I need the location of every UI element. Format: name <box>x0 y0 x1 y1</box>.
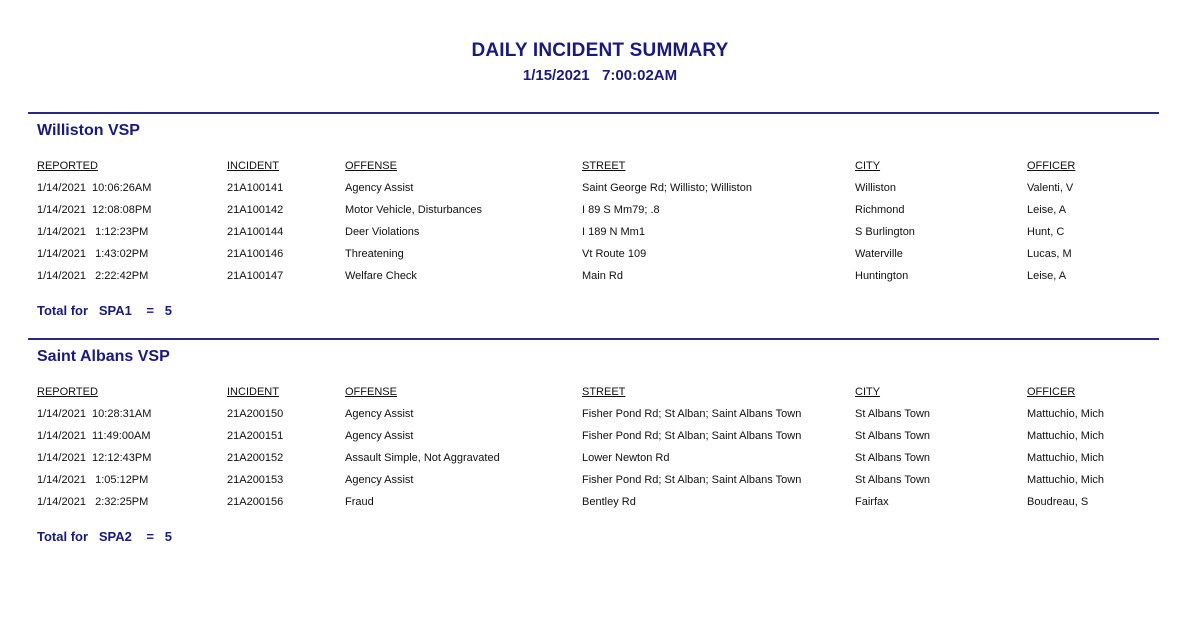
street-cell: Vt Route 109 <box>582 248 647 260</box>
street-cell: Fisher Pond Rd; St Alban; Saint Albans Town <box>582 408 802 420</box>
incident-cell: 21A200150 <box>227 408 284 420</box>
officer-cell: Hunt, C <box>1027 226 1065 238</box>
offense-cell: Agency Assist <box>345 408 414 420</box>
offense-cell: Motor Vehicle, Disturbances <box>345 204 482 216</box>
city-cell: Fairfax <box>855 496 889 508</box>
city-cell: S Burlington <box>855 226 915 238</box>
reported-cell: 1/14/2021 1:05:12PM <box>37 474 149 486</box>
officer-cell: Mattuchio, Mich <box>1027 408 1105 420</box>
officer-cell: Boudreau, S <box>1027 496 1089 508</box>
reported-cell: 1/14/2021 1:43:02PM <box>37 248 149 260</box>
total-label: Total for <box>37 529 89 544</box>
column-header-row <box>28 386 1159 402</box>
reported-cell: 1/14/2021 2:32:25PM <box>37 496 149 508</box>
column-header-offense: OFFENSE <box>345 160 397 172</box>
column-header-reported: REPORTED <box>37 386 98 398</box>
city-cell: Waterville <box>855 248 903 260</box>
offense-cell: Assault Simple, Not Aggravated <box>345 452 500 464</box>
city-cell: Williston <box>855 182 896 194</box>
total-count: 5 <box>164 529 172 544</box>
city-cell: St Albans Town <box>855 430 931 442</box>
incident-cell: 21A100141 <box>227 182 284 194</box>
incident-cell: 21A100142 <box>227 204 284 216</box>
station-section <box>28 112 1159 327</box>
city-cell: Huntington <box>855 270 909 282</box>
city-cell: St Albans Town <box>855 452 931 464</box>
incident-cell: 21A100146 <box>227 248 284 260</box>
incident-row <box>28 408 1159 424</box>
total-equals: = <box>146 303 154 318</box>
street-cell: Saint George Rd; Willisto; Williston <box>582 182 752 194</box>
column-header-incident: INCIDENT <box>227 386 279 398</box>
total-code: SPA2 <box>98 529 132 544</box>
reported-cell: 1/14/2021 2:22:42PM <box>37 270 149 282</box>
incident-row <box>28 452 1159 468</box>
reported-cell: 1/14/2021 1:12:23PM <box>37 226 149 238</box>
column-header-row <box>28 160 1159 176</box>
incident-cell: 21A200153 <box>227 474 284 486</box>
reported-cell: 1/14/2021 11:49:00AM <box>37 430 151 442</box>
total-label: Total for <box>37 303 89 318</box>
incident-row <box>28 248 1159 264</box>
street-cell: Fisher Pond Rd; St Alban; Saint Albans Town <box>582 430 802 442</box>
section-divider <box>28 112 1159 114</box>
officer-cell: Lucas, M <box>1027 248 1072 260</box>
street-cell: Main Rd <box>582 270 623 282</box>
section-divider <box>28 338 1159 340</box>
total-count: 5 <box>164 303 172 318</box>
city-cell: St Albans Town <box>855 474 931 486</box>
officer-cell: Leise, A <box>1027 204 1067 216</box>
offense-cell: Fraud <box>345 496 374 508</box>
incident-row <box>28 430 1159 446</box>
station-name: Williston VSP <box>37 122 140 139</box>
street-cell: I 89 S Mm79; .8 <box>582 204 660 216</box>
street-cell: Bentley Rd <box>582 496 636 508</box>
column-header-officer: OFFICER <box>1027 160 1076 172</box>
reported-cell: 1/14/2021 10:06:26AM <box>37 182 152 194</box>
officer-cell: Mattuchio, Mich <box>1027 430 1105 442</box>
incident-row <box>28 182 1159 198</box>
incident-row <box>28 204 1159 220</box>
column-header-street: STREET <box>582 160 626 172</box>
column-header-city: CITY <box>855 386 881 398</box>
offense-cell: Deer Violations <box>345 226 420 238</box>
officer-cell: Mattuchio, Mich <box>1027 452 1105 464</box>
officer-cell: Leise, A <box>1027 270 1067 282</box>
street-cell: Lower Newton Rd <box>582 452 670 464</box>
incident-cell: 21A200156 <box>227 496 284 508</box>
total-code: SPA1 <box>98 303 132 318</box>
report-title: DAILY INCIDENT SUMMARY <box>471 40 729 61</box>
reported-cell: 1/14/2021 12:08:08PM <box>37 204 152 216</box>
column-header-officer: OFFICER <box>1027 386 1076 398</box>
offense-cell: Agency Assist <box>345 182 414 194</box>
report-datetime: 1/15/2021 7:00:02AM <box>522 67 678 84</box>
incident-row <box>28 270 1159 286</box>
city-cell: Richmond <box>855 204 905 216</box>
incident-row <box>28 226 1159 242</box>
incident-cell: 21A200152 <box>227 452 284 464</box>
offense-cell: Agency Assist <box>345 430 414 442</box>
incident-row <box>28 496 1159 512</box>
incident-cell: 21A100147 <box>227 270 284 282</box>
city-cell: St Albans Town <box>855 408 931 420</box>
officer-cell: Valenti, V <box>1027 182 1074 194</box>
street-cell: Fisher Pond Rd; St Alban; Saint Albans Town <box>582 474 802 486</box>
station-name: Saint Albans VSP <box>37 348 170 365</box>
station-section <box>28 338 1159 553</box>
incident-cell: 21A100144 <box>227 226 284 238</box>
incident-row <box>28 474 1159 490</box>
station-total <box>37 303 172 318</box>
reported-cell: 1/14/2021 10:28:31AM <box>37 408 152 420</box>
reported-cell: 1/14/2021 12:12:43PM <box>37 452 152 464</box>
officer-cell: Mattuchio, Mich <box>1027 474 1105 486</box>
offense-cell: Welfare Check <box>345 270 417 282</box>
column-header-incident: INCIDENT <box>227 160 279 172</box>
column-header-city: CITY <box>855 160 881 172</box>
total-equals: = <box>146 529 154 544</box>
station-total <box>37 529 172 544</box>
offense-cell: Threatening <box>345 248 404 260</box>
offense-cell: Agency Assist <box>345 474 414 486</box>
column-header-reported: REPORTED <box>37 160 98 172</box>
column-header-street: STREET <box>582 386 626 398</box>
column-header-offense: OFFENSE <box>345 386 397 398</box>
incident-cell: 21A200151 <box>227 430 284 442</box>
street-cell: I 189 N Mm1 <box>582 226 645 238</box>
